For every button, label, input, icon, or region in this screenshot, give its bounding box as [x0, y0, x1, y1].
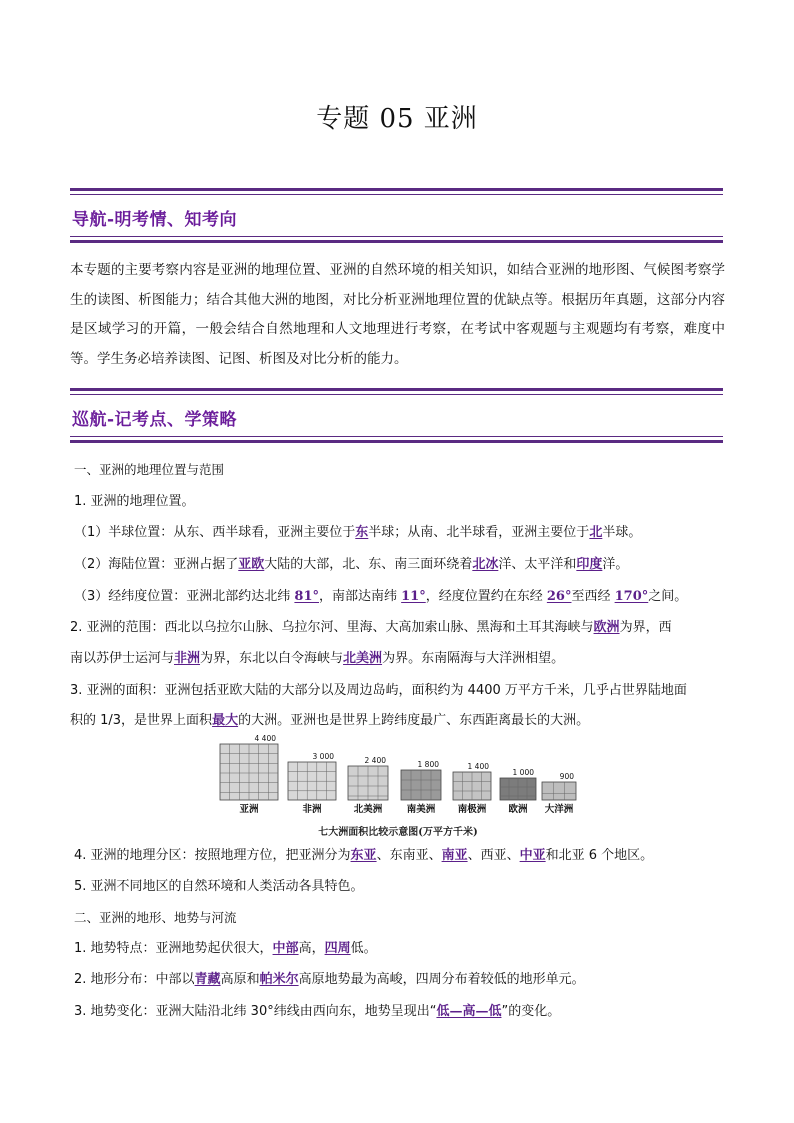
answer: 帕米尔	[259, 972, 299, 987]
text: 积的 1/3，是世界上面积	[70, 713, 213, 728]
text: 、西亚、	[467, 848, 520, 863]
answer: 四周	[324, 941, 351, 956]
continent-value-label: 1 400	[467, 762, 489, 771]
continent-name-label: 欧洲	[508, 804, 528, 815]
continent-block-3	[401, 760, 441, 815]
text: 为界，东北以白令海峡与	[200, 651, 344, 666]
answer: 南亚	[441, 848, 468, 863]
text: 大陆的大部，北、东、南三面环绕着	[264, 557, 473, 572]
range-line-2	[70, 649, 720, 669]
text: 低。	[350, 941, 377, 956]
continent-block-2	[348, 756, 388, 815]
answer: 东亚	[350, 848, 377, 863]
text: ”的变化。	[501, 1004, 561, 1019]
continent-block-4	[453, 762, 491, 815]
rule-top-1	[70, 188, 723, 191]
continent-value-label: 2 400	[364, 756, 386, 765]
text: 洋、太平洋和	[498, 557, 577, 572]
answer: 81°	[294, 589, 319, 604]
range-line-1	[70, 618, 720, 638]
part2-heading: 二、亚洲的地形、地势与河流	[74, 910, 237, 925]
continent-value-label: 3 000	[312, 752, 334, 761]
answer: 中部	[272, 941, 299, 956]
regions-line	[74, 846, 724, 866]
text: 4. 亚洲的地理分区：按照地理方位，把亚洲分为	[74, 848, 351, 863]
answer: 11°	[401, 589, 426, 604]
landform-line	[74, 970, 724, 990]
continent-value-label: 1 800	[417, 760, 439, 769]
rule-bottom-1	[70, 240, 723, 243]
rule-bottom-1b	[70, 236, 723, 237]
text: 为界，西	[619, 620, 672, 635]
figure-caption: 七大洲面积比较示意图(万平方千米)	[318, 827, 478, 838]
continent-value-label: 900	[559, 772, 574, 781]
rule-bottom-2b	[70, 436, 723, 437]
text: （2）海陆位置：亚洲占据了	[74, 557, 239, 572]
continent-block-6	[542, 772, 576, 815]
answer: 170°	[614, 589, 649, 604]
answer: 东	[355, 525, 369, 540]
continent-name-label: 非洲	[302, 804, 322, 815]
text: 2. 亚洲的范围：西北以乌拉尔山脉、乌拉尔河、里海、大高加索山脉、黑海和土耳其海峡与	[70, 620, 594, 635]
intro-paragraph: 本专题的主要考察内容是亚洲的地理位置、亚洲的自然环境的相关知识，如结合亚洲的地形图、气候图考察学生的读图、析图能力；结合其他大洲的地图，对比分析亚洲地理位置的优缺点等。根据历年真题，这部分内容是区域学习的开篇，一般会结合自然地理和人文地理进行考察，在考试中客观题与主观题均有考察，难度中等。学生务必培养读图、记图、析图及对比分析的能力。	[70, 262, 725, 367]
answer: 青藏	[194, 972, 221, 987]
continent-area-bar	[542, 782, 576, 800]
item-location: 1. 亚洲的地理位置。	[74, 494, 195, 509]
area-line-1: 3. 亚洲的面积：亚洲包括亚欧大陆的大部分以及周边岛屿，面积约为 4400 万平方千米，几乎占世界陆地面	[70, 683, 687, 698]
answer: 26°	[546, 589, 572, 604]
answer: 低—高—低	[436, 1004, 502, 1019]
text: 半球。	[602, 525, 642, 540]
answer: 印度	[576, 557, 603, 572]
text: ，经度位置约在东经	[425, 589, 547, 604]
area-line-2	[70, 711, 720, 731]
answer: 北冰	[472, 557, 499, 572]
text: 为界。东南隔海与大洋洲相望。	[382, 651, 565, 666]
continent-value-label: 4 400	[254, 734, 276, 743]
text: 的大洲。亚洲也是世界上跨纬度最广、东西距离最长的大洲。	[238, 713, 590, 728]
text: 高原和	[220, 972, 260, 987]
answer: 最大	[212, 713, 239, 728]
text: 高，	[298, 941, 325, 956]
text: 高原地势最为高峻，四周分布着较低的地形单元。	[298, 972, 585, 987]
sea-land-line	[74, 555, 724, 575]
text: 2. 地形分布：中部以	[74, 972, 195, 987]
page-title: 专题 05 亚洲	[316, 104, 478, 134]
continent-block-1	[288, 752, 336, 815]
answer: 欧洲	[593, 620, 620, 635]
answer: 中亚	[519, 848, 546, 863]
text: 、东南亚、	[376, 848, 442, 863]
part1-heading: 一、亚洲的地理位置与范围	[74, 462, 225, 477]
rule-top-2	[70, 388, 723, 391]
answer: 北	[589, 525, 603, 540]
text: 南以苏伊士运河与	[70, 651, 175, 666]
rule-top-1b	[70, 194, 723, 195]
text: 和北亚 6 个地区。	[545, 848, 654, 863]
text: 1. 地势特点：亚洲地势起伏很大，	[74, 941, 273, 956]
continent-block-0	[220, 734, 278, 815]
answer: 非洲	[174, 651, 201, 666]
section-heading-nav1: 导航-明考情、知考向	[72, 210, 238, 230]
continent-name-label: 南极洲	[457, 804, 487, 815]
change-line	[74, 1002, 724, 1022]
lat-lon-line	[74, 587, 724, 607]
section-heading-nav2: 巡航-记考点、学策略	[72, 410, 238, 430]
continent-name-label: 北美洲	[353, 804, 383, 815]
continent-name-label: 南美洲	[406, 804, 436, 815]
rule-bottom-2	[70, 440, 723, 443]
continent-name-label: 亚洲	[239, 804, 259, 815]
text: 半球；从南、北半球看，亚洲主要位于	[368, 525, 590, 540]
text: 洋。	[602, 557, 629, 572]
answer: 亚欧	[238, 557, 265, 572]
terrain-line	[74, 939, 724, 959]
text: （3）经纬度位置：亚洲北部约达北纬	[74, 589, 295, 604]
text: 至西经	[571, 589, 615, 604]
rule-top-2b	[70, 394, 723, 395]
diff-line: 5. 亚洲不同地区的自然环境和人类活动各具特色。	[74, 879, 364, 894]
text: 之间。	[648, 589, 688, 604]
continent-value-label: 1 000	[512, 768, 534, 777]
answer: 北美洲	[343, 651, 383, 666]
continent-block-5	[500, 768, 536, 815]
text: ，南部达南纬	[319, 589, 402, 604]
hemisphere-line	[74, 523, 724, 543]
text: （1）半球位置：从东、西半球看，亚洲主要位于	[74, 525, 356, 540]
text: 3. 地势变化：亚洲大陆沿北纬 30°纬线由西向东，地势呈现出“	[74, 1004, 437, 1019]
continent-name-label: 大洋洲	[544, 804, 574, 815]
